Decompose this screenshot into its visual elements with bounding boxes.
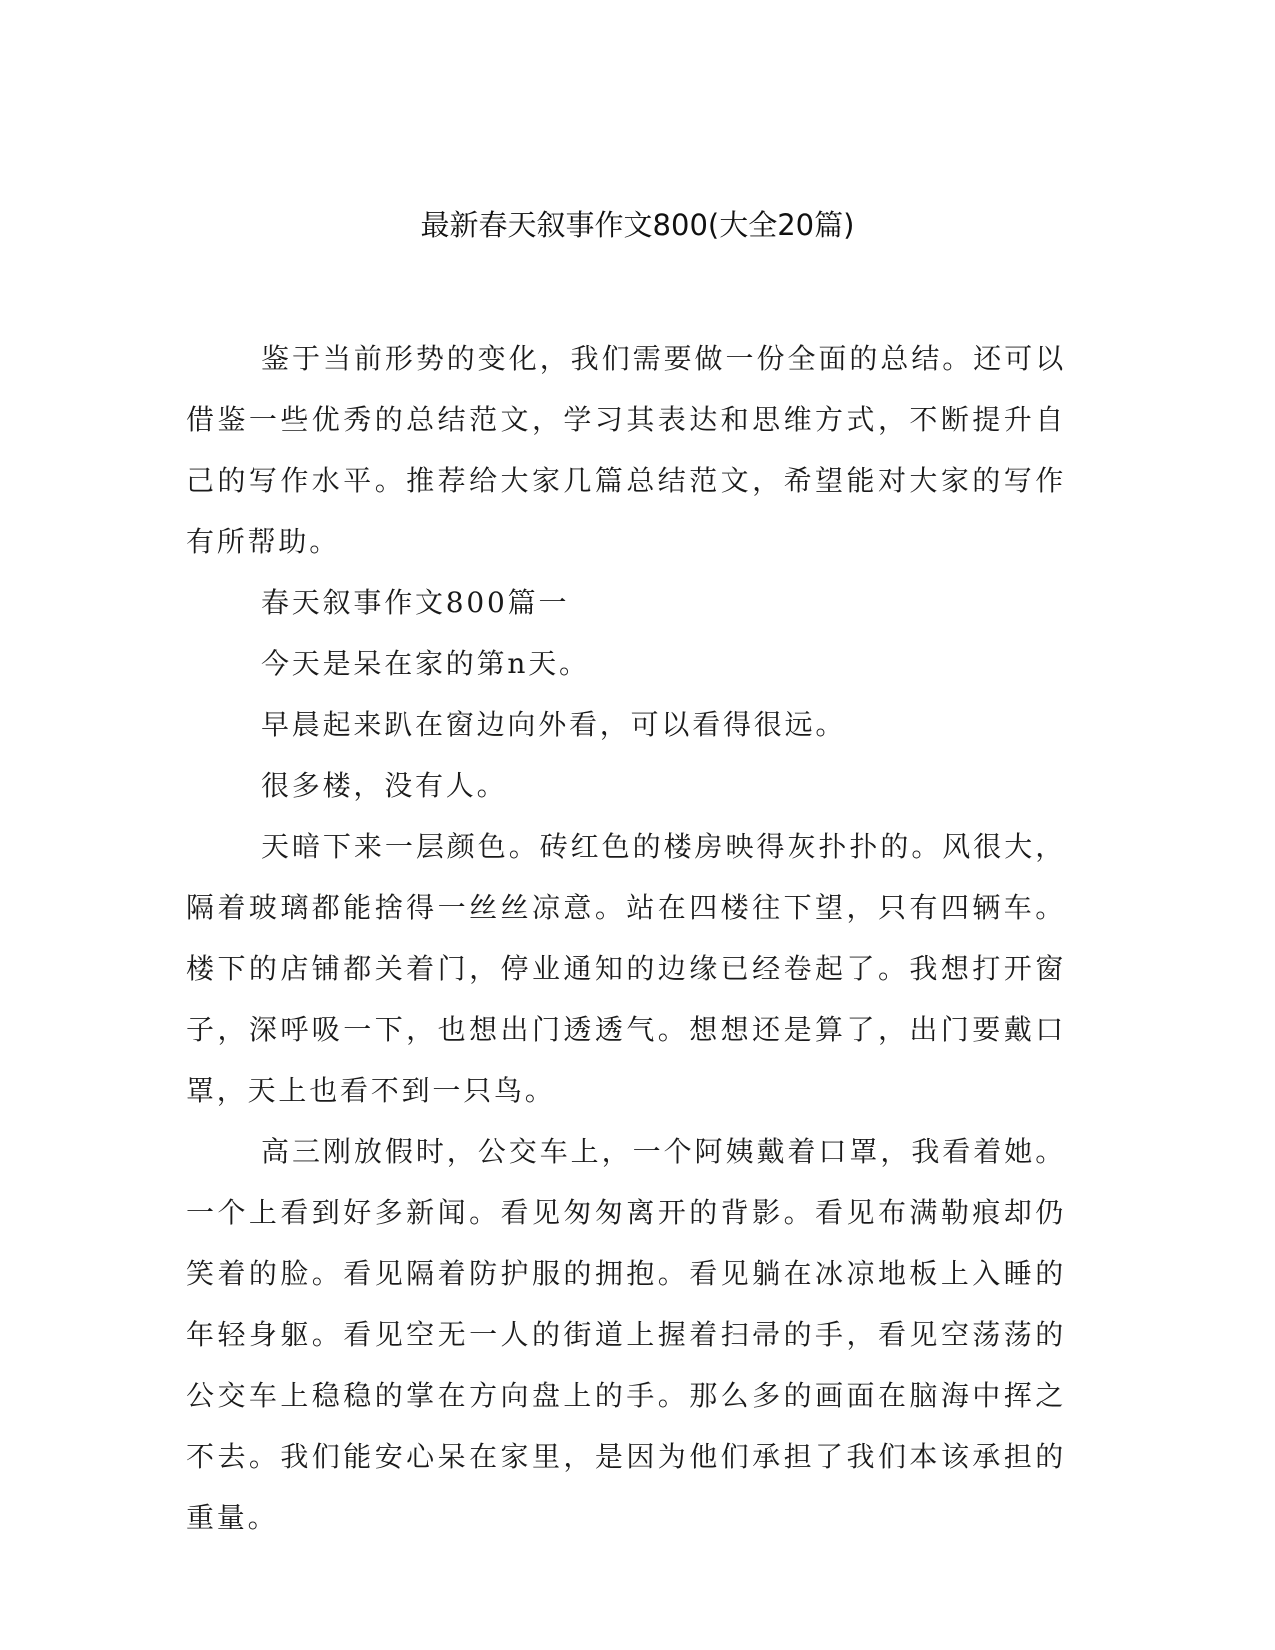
paragraph: 早晨起来趴在窗边向外看，可以看得很远。 <box>261 708 847 741</box>
paragraph: 天暗下来一层颜色。砖红色的楼房映得灰扑扑的。风很大，隔着玻璃都能捨得一丝丝凉意。站在四楼往下望，只有四辆车。楼下的店铺都关着门，停业通知的边缘已经卷起了。我想打开窗子，深呼吸一下，也想出门透透气。想想还是算了，出门要戴口罩，天上也看不到一只鸟。 <box>186 830 1066 1107</box>
paragraph: 很多楼，没有人。 <box>261 769 508 802</box>
section-heading: 春天叙事作文800篇一 <box>261 586 570 619</box>
paragraph-intro: 鉴于当前形势的变化，我们需要做一份全面的总结。还可以借鉴一些优秀的总结范文，学习其表达和思维方式，不断提升自己的写作水平。推荐给大家几篇总结范文，希望能对大家的写作有所帮助。 <box>186 342 1066 558</box>
paragraph: 今天是呆在家的第n天。 <box>261 647 590 680</box>
document-body <box>186 328 1066 1548</box>
document-title: 最新春天叙事作文800(大全20篇) <box>420 208 855 242</box>
paragraph: 高三刚放假时，公交车上，一个阿姨戴着口罩，我看着她。一个上看到好多新闻。看见匆匆离开的背影。看见布满勒痕却仍笑着的脸。看见隔着防护服的拥抱。看见躺在冰凉地板上入睡的年轻身躯。看见空无一人的街道上握着扫帚的手，看见空荡荡的公交车上稳稳的掌在方向盘上的手。那么多的画面在脑海中挥之不去。我们能安心呆在家里，是因为他们承担了我们本该承担的重量。 <box>186 1135 1066 1534</box>
